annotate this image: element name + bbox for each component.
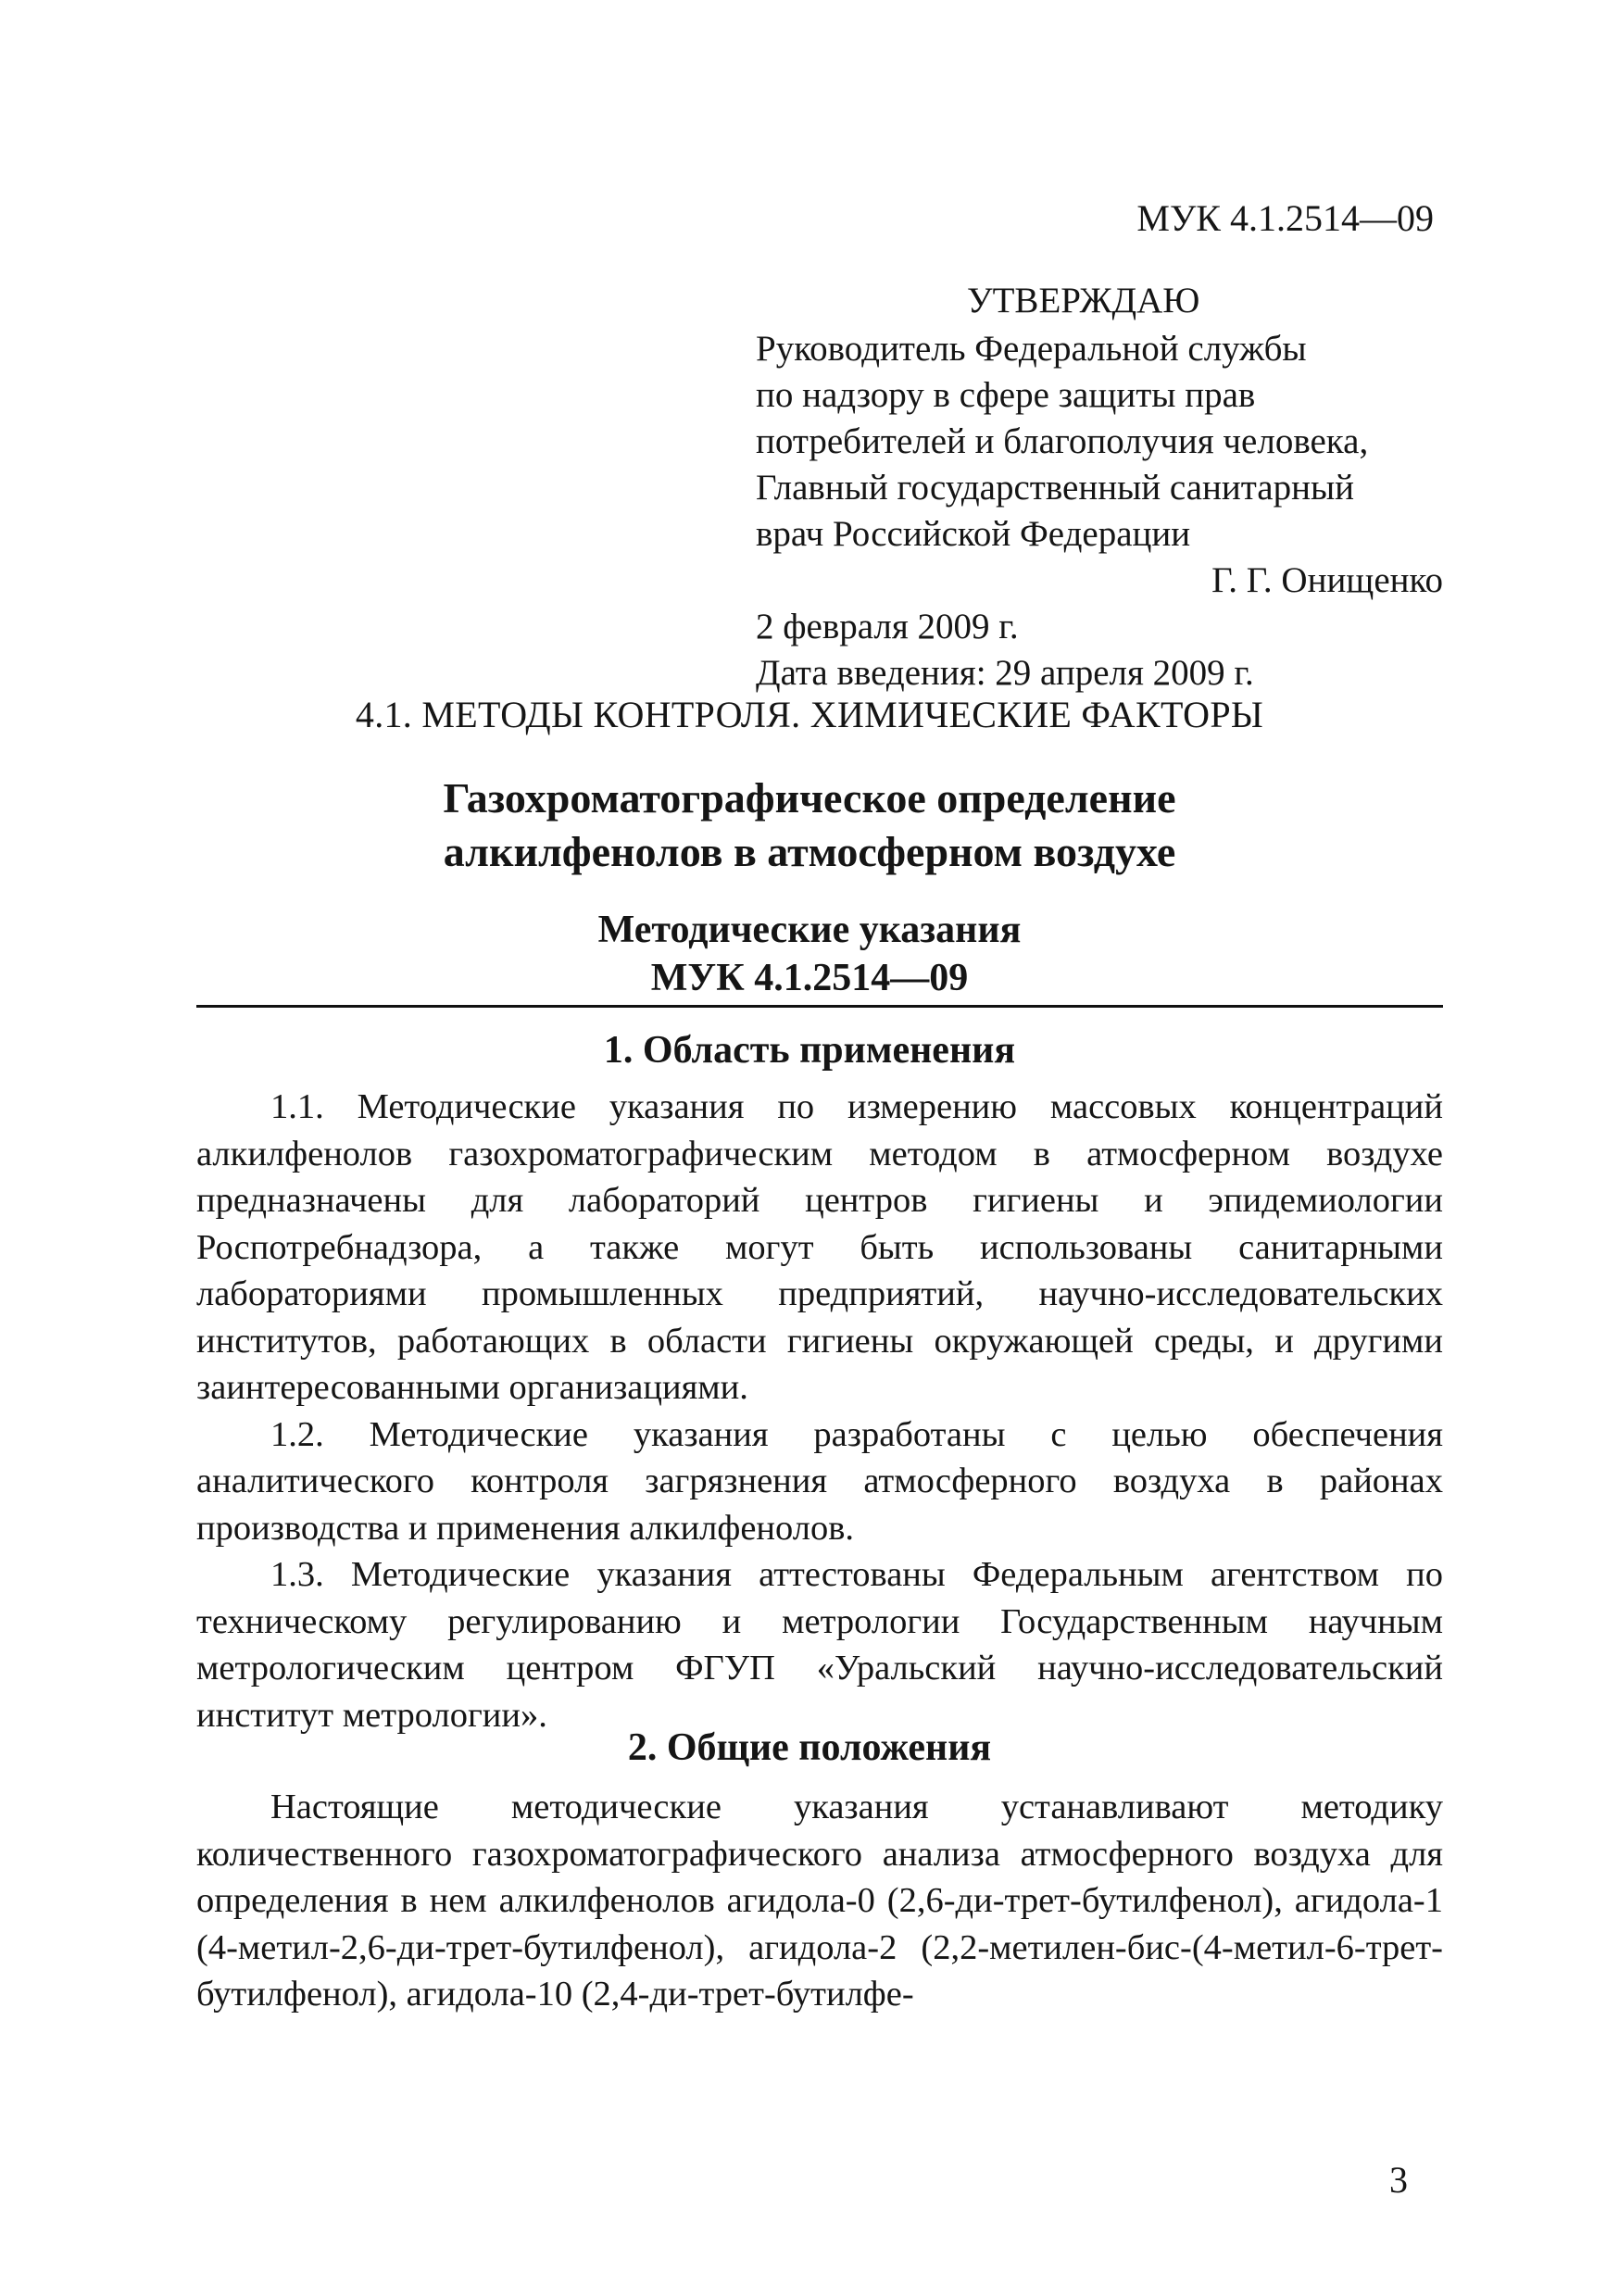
approval-block [756, 278, 1443, 696]
document-title [0, 772, 1619, 879]
horizontal-rule [196, 1005, 1443, 1008]
document-title-line: Газохроматографическое определение [443, 774, 1176, 822]
page-number: 3 [1389, 2159, 1408, 2201]
approval-title: УТВЕРЖДАЮ [967, 281, 1200, 320]
paragraph: 1.1. Методические указания по измерению массовых концентраций алкилфенолов газохроматографическим методом в атмосферном воздухе предназначены для лабораторий центров гигиены и эпидемиологии Роспотребнадзора, а также могут быть использованы санитарными лабораториями промышленных предприятий, научно-исследовательских институтов, работающих в области гигиены окружающей среды, и другими заинтересованными организациями. [196, 1087, 1443, 1407]
approval-line: врач Российской Федерации [756, 514, 1191, 554]
document-type: Методические указания [597, 909, 1022, 951]
document-category: 4.1. МЕТОДЫ КОНТРОЛЯ. ХИМИЧЕСКИЕ ФАКТОРЫ [355, 694, 1264, 735]
section-heading: 1. Область применения [603, 1029, 1016, 1072]
section-heading: 2. Общие положения [627, 1726, 992, 1769]
section-body [196, 1784, 1443, 2018]
paragraph: Настоящие методические указания устанавливают методику количественного газохроматографического анализа атмосферного воздуха для определения в нем алкилфенолов агидола-0 (2,6-ди-трет-бутилфенол), агидола-1 (4-метил-2,6-ди-трет-бутилфенол), агидола-2 (2,2-метилен-бис-(4-метил-6-трет-бутилфенол), агидола-10 (2,4-ди-трет-бутилфе- [196, 1788, 1443, 2014]
approval-line: Руководитель Федеральной службы [756, 329, 1307, 369]
approval-line: Главный государственный санитарный [756, 468, 1355, 508]
approval-line: потребителей и благополучия человека, [756, 421, 1369, 461]
section-body [196, 1084, 1443, 1738]
approval-date: 2 февраля 2009 г. [756, 607, 1019, 646]
document-title-line: алкилфенолов в атмосферном воздухе [443, 828, 1176, 875]
paragraph: 1.3. Методические указания аттестованы Федеральным агентством по техническому регулированию и метрологии Государственным научным метрологическим центром ФГУП «Уральский научно-исследовательский институт метрологии». [196, 1555, 1443, 1735]
document-number: МУК 4.1.2514—09 [650, 957, 969, 999]
document-code: МУК 4.1.2514—09 [1136, 197, 1434, 239]
approval-line: по надзору в сфере защиты прав [756, 375, 1256, 415]
document-subtitle [0, 906, 1619, 1002]
paragraph: 1.2. Методические указания разработаны с целью обеспечения аналитического контроля загрязнения атмосферного воздуха в районах производства и применения алкилфенолов. [196, 1414, 1443, 1548]
approval-signatory: Г. Г. Онищенко [1211, 560, 1443, 600]
effective-date: Дата введения: 29 апреля 2009 г. [756, 653, 1254, 693]
